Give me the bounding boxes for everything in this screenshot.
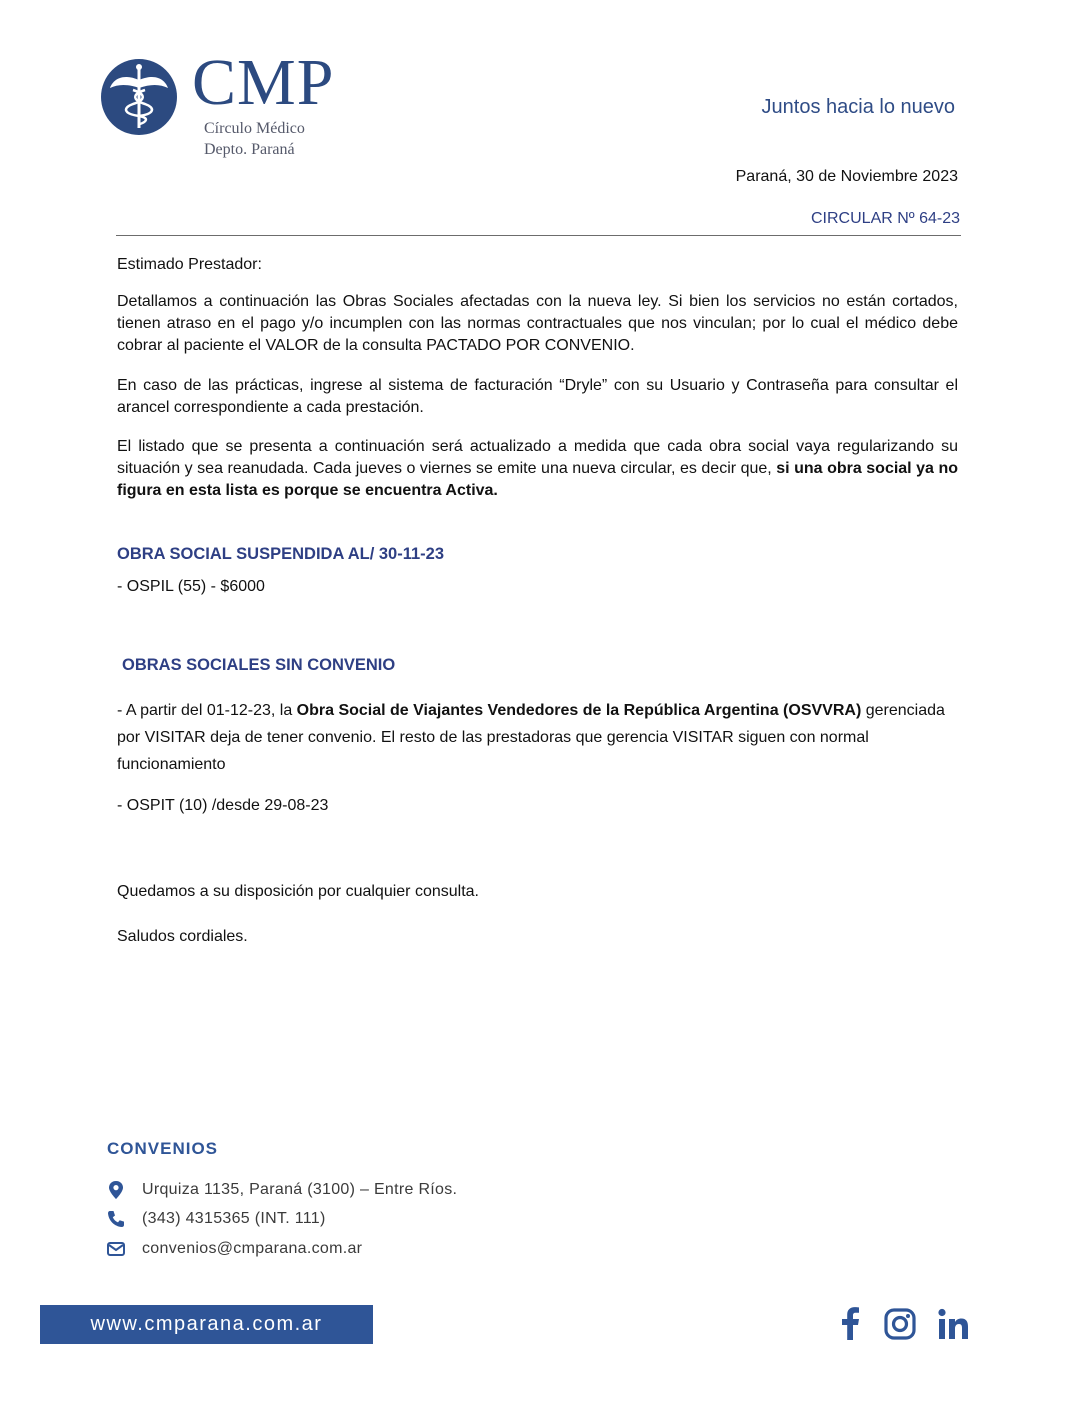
paragraph-2: En caso de las prácticas, ingrese al sistema de facturación “Dryle” con su Usuario y Contraseña para consultar el arancel correspondiente a cada prestación. [117, 377, 958, 416]
cmp-logo-emblem [100, 58, 178, 136]
no-agreement-item-1 [117, 697, 958, 778]
slogan: Juntos hacia lo nuevo [761, 96, 955, 118]
address-text: Urquiza 1135, Paraná (3100) – Entre Ríos. [142, 1181, 458, 1198]
paragraph-3-text: El listado que se presenta a continuación será actualizado a medida que cada obra social vaya regularizando su situación y sea reanudada. Cada jueves o viernes se emite una nueva circular, es decir que, [117, 438, 958, 477]
contact-address [106, 1178, 457, 1202]
greeting: Estimado Prestador: [117, 256, 262, 273]
closing-line-2: Saludos cordiales. [117, 928, 248, 945]
closing-line-1: Quedamos a su disposición por cualquier consulta. [117, 883, 479, 900]
website-banner[interactable] [40, 1305, 373, 1344]
section-no-agreement-title: OBRAS SOCIALES SIN CONVENIO [122, 656, 396, 674]
footer-title: CONVENIOS [107, 1139, 219, 1158]
logo-subtitle-line-1: Círculo Médico [204, 120, 305, 137]
logo-subtitle [204, 118, 305, 160]
website-link[interactable]: www.cmparana.com.ar [90, 1313, 323, 1335]
location-pin-icon [106, 1180, 126, 1200]
letter-date: Paraná, 30 de Noviembre 2023 [735, 168, 958, 185]
phone-text: (343) 4315365 (INT. 111) [142, 1210, 326, 1227]
section-suspended-title: OBRA SOCIAL SUSPENDIDA AL/ 30-11-23 [117, 545, 445, 563]
caduceus-icon [100, 58, 178, 136]
contact-email [106, 1237, 362, 1261]
paragraph-1: Detallamos a continuación las Obras Sociales afectadas con la nueva ley. Si bien los servicios no están cortados, tienen atraso en el pago y/o incumplen con las normas contractuales que nos vinculan; por lo cual el médico debe cobrar al paciente el VALOR de la consulta PACTADO POR CONVENIO. [117, 293, 958, 354]
no-agreement-item-1-end: gerenciada por VISITAR deja de tener convenio. El resto de las prestadoras que gerencia VISITAR siguen con normal funcionamiento [117, 702, 945, 773]
no-agreement-item-2: - OSPIT (10) /desde 29-08-23 [117, 797, 329, 814]
facebook-icon[interactable] [838, 1306, 862, 1342]
paragraph-3 [117, 436, 958, 502]
header-divider [116, 235, 961, 236]
mail-icon [106, 1239, 126, 1259]
contact-phone [106, 1207, 326, 1231]
suspended-item: - OSPIL (55) - $6000 [117, 578, 265, 595]
logo-wordmark: CMP [192, 46, 335, 119]
logo-subtitle-line-2: Depto. Paraná [204, 141, 295, 158]
linkedin-icon[interactable] [936, 1306, 970, 1342]
email-text: convenios@cmparana.com.ar [142, 1240, 363, 1257]
phone-icon [106, 1209, 126, 1229]
no-agreement-item-1-start: - A partir del 01-12-23, la [117, 702, 297, 719]
instagram-icon[interactable] [883, 1306, 917, 1342]
no-agreement-item-1-name: Obra Social de Viajantes Vendedores de la República Argentina (OSVVRA) [296, 702, 862, 719]
paragraph-3-emphasis: si una obra social ya no figura en esta lista es porque se encuentra Activa. [117, 460, 958, 499]
circular-number: CIRCULAR Nº 64-23 [811, 210, 960, 227]
